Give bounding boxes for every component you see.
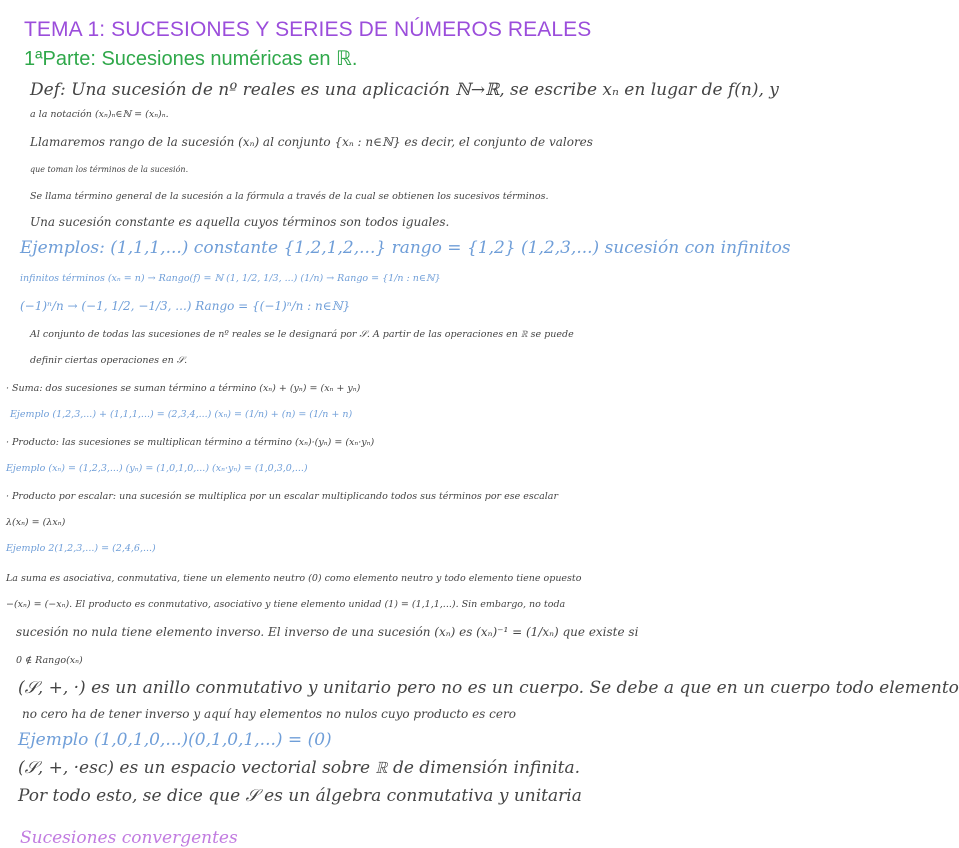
example-product-line: Ejemplo (xₙ) = (1,2,3,...) (yₙ) = (1,0,1,0,...) (xₙ·yₙ) = (1,0,3,0,...) [6, 463, 308, 474]
operation-scalar-line: · Producto por escalar: una sucesión se multiplica por un escalar multiplicando todos sus términos por ese escalar [6, 491, 558, 502]
note-line: definir ciertas operaciones en 𝒮. [30, 355, 188, 366]
note-line: Una sucesión constante es aquella cuyos términos son todos iguales. [30, 215, 450, 229]
example-scalar-line: Ejemplo 2(1,2,3,...) = (2,4,6,...) [6, 543, 156, 554]
note-line: λ(xₙ) = (λxₙ) [6, 517, 66, 528]
note-line: Se llama término general de la sucesión a la fórmula a través de la cual se obtienen los sucesivos términos. [30, 191, 549, 202]
example-ring-line: Ejemplo (1,0,1,0,...)(0,1,0,1,...) = (0) [18, 730, 332, 750]
operation-sum-line: · Suma: dos sucesiones se suman término a término (xₙ) + (yₙ) = (xₙ + yₙ) [6, 383, 361, 394]
ring-line: (𝒮, +, ·) es un anillo conmutativo y unitario pero no es un cuerpo. Se debe a que en un cuerpo todo elemento [18, 678, 959, 698]
note-line: La suma es asociativa, conmutativa, tiene un elemento neutro (0) como elemento neutro y todo elemento tiene opuesto [6, 573, 582, 584]
example-sum-line: Ejemplo (1,2,3,...) + (1,1,1,...) = (2,3,4,...) (xₙ) = (1/n) + (n) = (1/n + n) [10, 409, 353, 420]
examples-line: Ejemplos: (1,1,1,...) constante {1,2,1,2,...} rango = {1,2} (1,2,3,...) sucesión con infinitos [20, 238, 791, 258]
algebra-line: Por todo esto, se dice que 𝒮 es un álgebra conmutativa y unitaria [18, 786, 582, 806]
page-subtitle: 1ªParte: Sucesiones numéricas en ℝ. [24, 48, 358, 70]
note-line: a la notación (xₙ)ₙ∈ℕ = (xₙ)ₙ. [30, 109, 169, 120]
note-line: no cero ha de tener inverso y aquí hay elementos no nulos cuyo producto es cero [22, 707, 516, 721]
note-line: Al conjunto de todas las sucesiones de nº reales se le designará por 𝒮. A partir de las operaciones en ℝ se puede [30, 329, 574, 340]
section-heading: Sucesiones convergentes [20, 828, 238, 848]
note-line: −(xₙ) = (−xₙ). El producto es conmutativo, asociativo y tiene elemento unidad (1) = (1,1,1,...). Sin embargo, no toda [6, 599, 566, 610]
note-line: 0 ∉ Rango(xₙ) [16, 655, 83, 666]
page-title: TEMA 1: SUCESIONES Y SERIES DE NÚMEROS REALES [24, 18, 592, 41]
operation-product-line: · Producto: las sucesiones se multiplican término a término (xₙ)·(yₙ) = (xₙ·yₙ) [6, 437, 375, 448]
examples-line: infinitos términos (xₙ = n) → Rango(f) = ℕ (1, 1/2, 1/3, ...) (1/n) → Rango = {1/n : n∈ℕ} [20, 273, 441, 284]
vector-space-line: (𝒮, +, ·esc) es un espacio vectorial sobre ℝ de dimensión infinita. [18, 758, 580, 778]
note-line: que toman los términos de la sucesión. [30, 165, 189, 174]
examples-line: (−1)ⁿ/n → (−1, 1/2, −1/3, ...) Rango = {(−1)ⁿ/n : n∈ℕ} [20, 299, 351, 313]
definition-line: Def: Una sucesión de nº reales es una aplicación ℕ→ℝ, se escribe xₙ en lugar de f(n), y [30, 80, 779, 100]
note-line: Llamaremos rango de la sucesión (xₙ) al conjunto {xₙ : n∈ℕ} es decir, el conjunto de valores [30, 135, 593, 149]
note-line: sucesión no nula tiene elemento inverso. El inverso de una sucesión (xₙ) es (xₙ)⁻¹ = (1/xₙ) que existe si [16, 625, 639, 639]
